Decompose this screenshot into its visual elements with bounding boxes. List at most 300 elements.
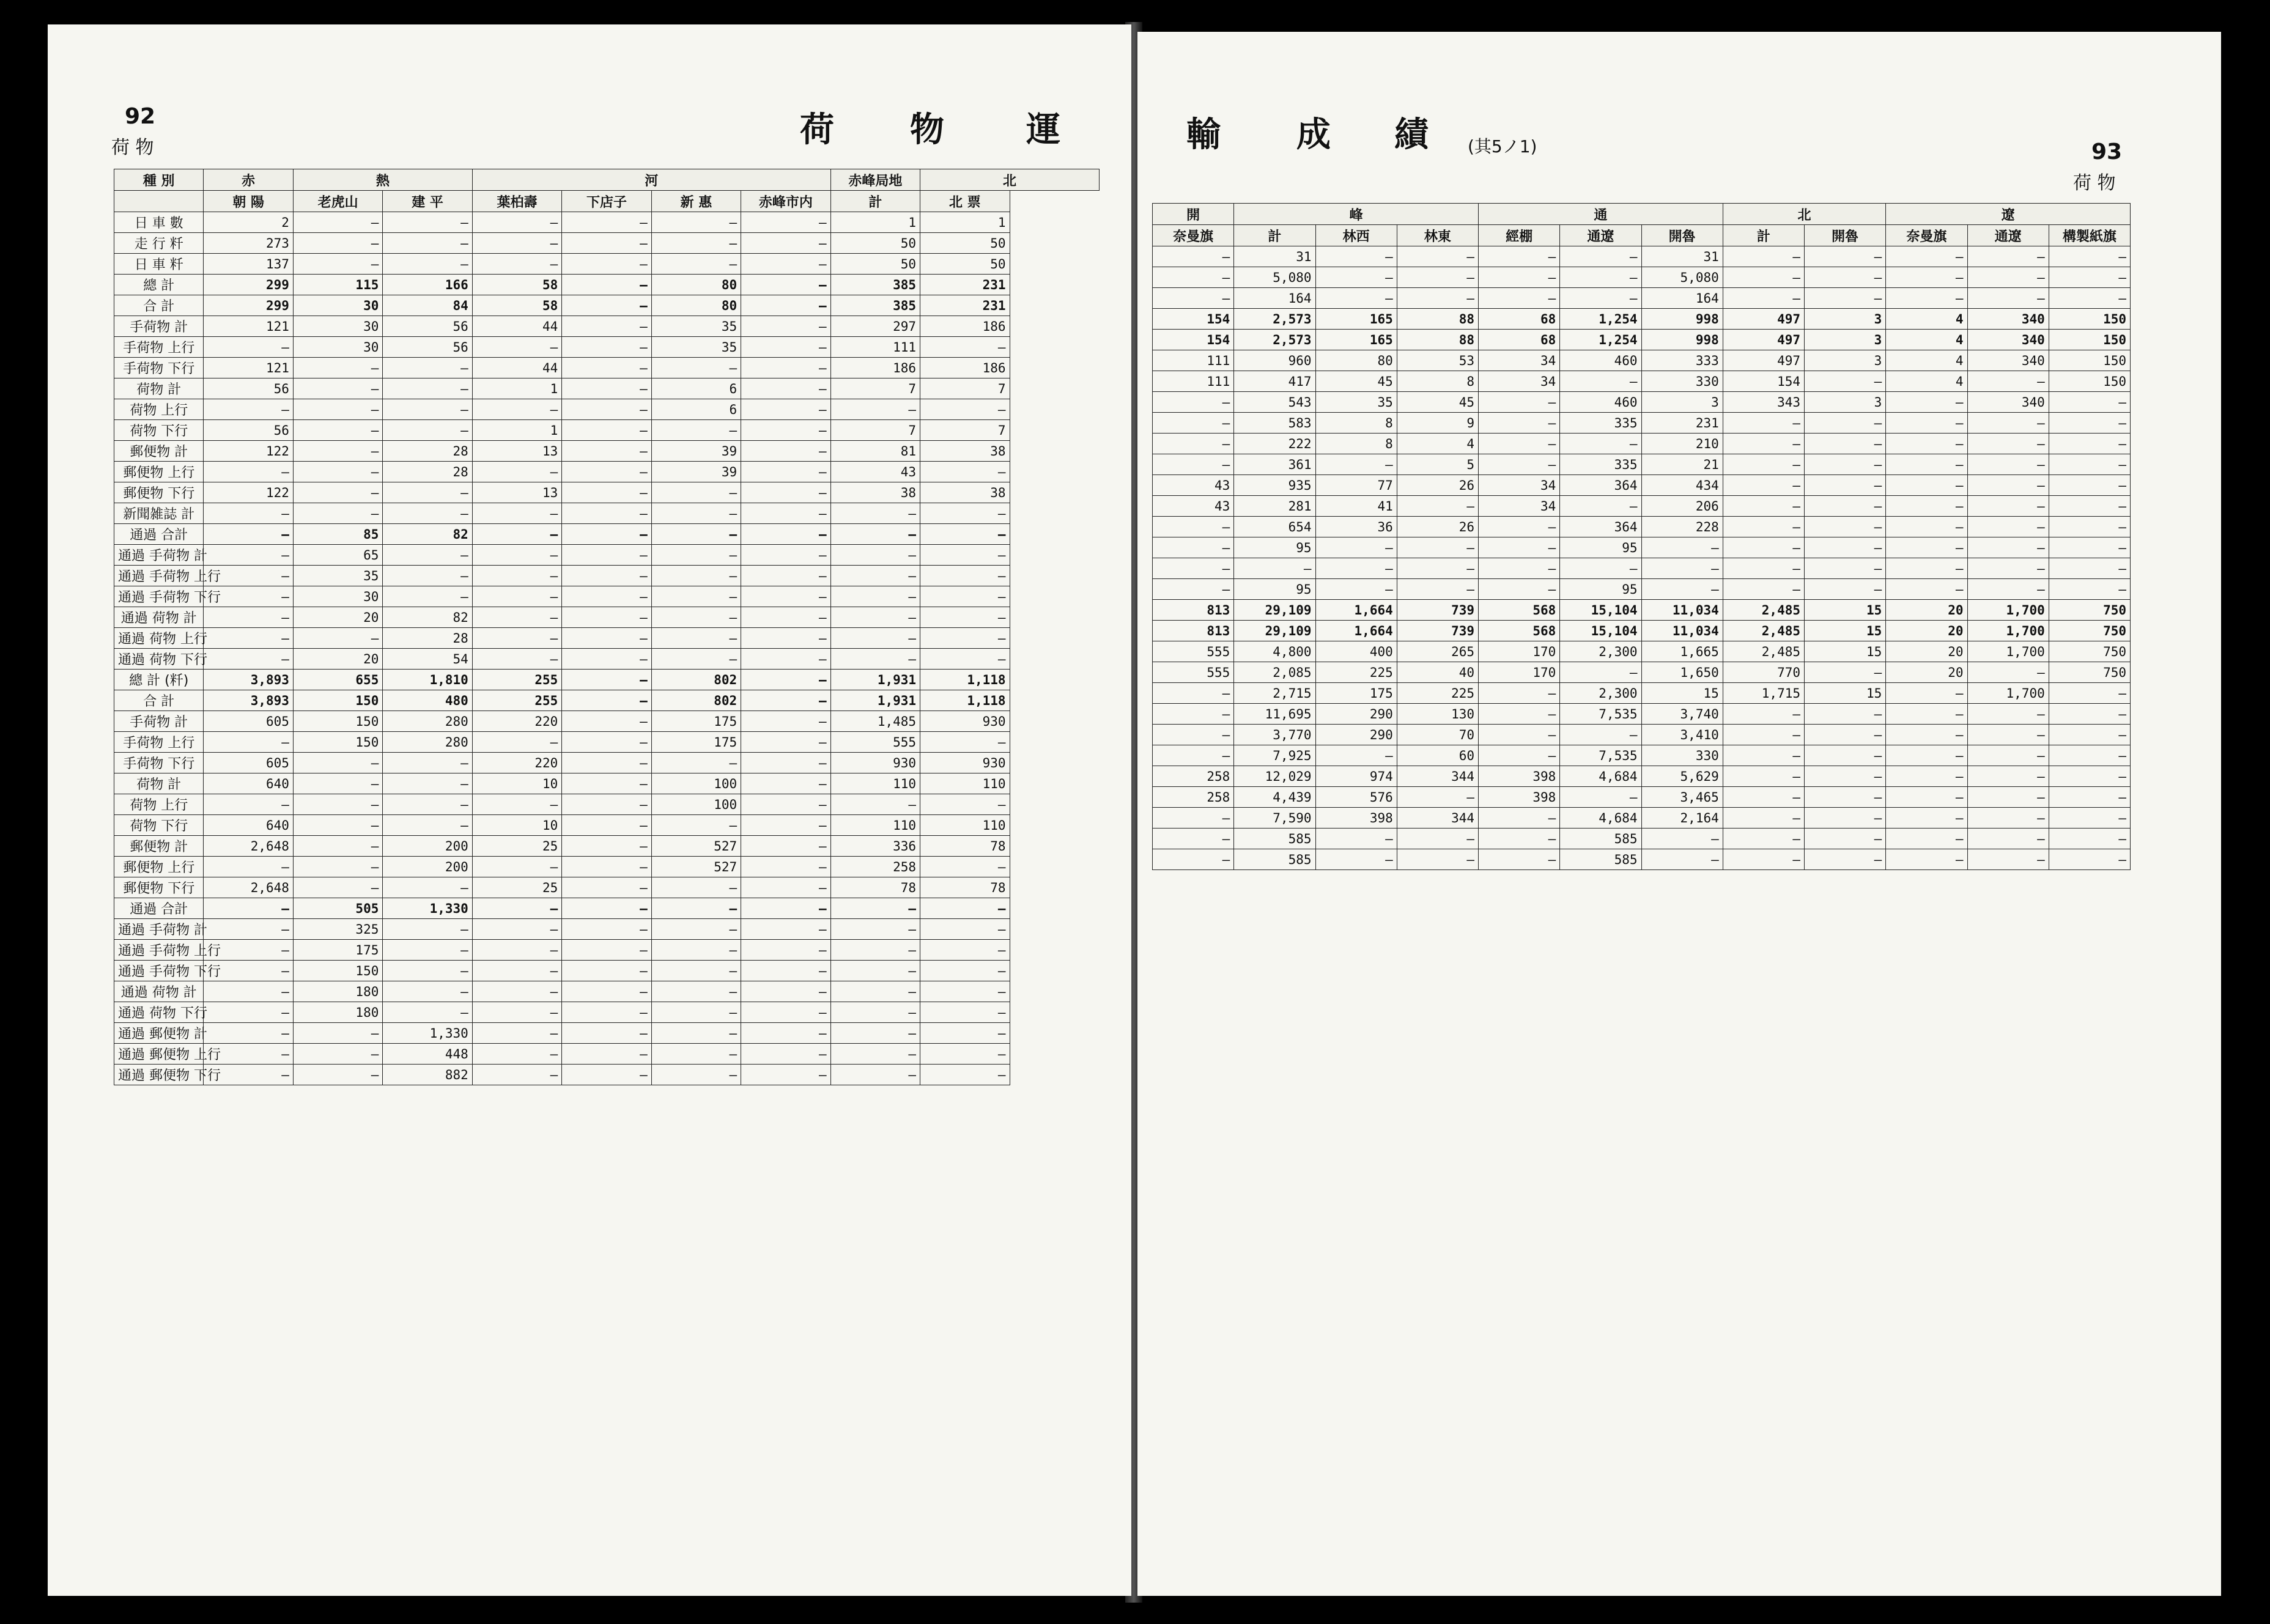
table-row	[1153, 434, 2131, 454]
table-cell: —	[1723, 704, 1804, 725]
table-cell: 95	[1560, 537, 1641, 558]
table-cell: 3,465	[1641, 787, 1723, 808]
table-cell: —	[2049, 392, 2130, 413]
table-cell: 1,700	[1967, 641, 2049, 662]
table-cell: —	[562, 1002, 651, 1023]
table-cell: 50	[830, 254, 920, 275]
table-cell: —	[1723, 434, 1804, 454]
table-cell: —	[204, 545, 293, 566]
table-row	[114, 316, 1100, 337]
table-cell: 605	[204, 711, 293, 732]
table-cell: —	[830, 607, 920, 628]
table-cell: —	[562, 877, 651, 898]
table-cell: 78	[920, 836, 1010, 857]
table-cell: 400	[1315, 641, 1397, 662]
table-cell: 460	[1560, 392, 1641, 413]
row-label: 總 計	[114, 275, 204, 295]
table-cell: —	[293, 1065, 382, 1085]
table-cell: 255	[472, 690, 561, 711]
table-cell: 336	[830, 836, 920, 857]
table-cell: 750	[2049, 662, 2130, 683]
table-cell: —	[741, 794, 830, 815]
table-cell: —	[472, 649, 561, 670]
table-cell: 497	[1723, 330, 1804, 350]
table-cell: 20	[1886, 621, 1967, 641]
table-cell: —	[2049, 725, 2130, 745]
table-cell: 585	[1560, 849, 1641, 870]
title-char: 績	[1394, 115, 1430, 155]
table-cell: 568	[1479, 600, 1560, 621]
table-row	[1153, 662, 2131, 683]
table-cell: —	[651, 815, 741, 836]
table-cell: —	[472, 524, 561, 545]
table-cell: 88	[1397, 309, 1478, 330]
table-cell: 28	[383, 462, 472, 482]
row-label: 通過 郵便物 上行	[114, 1044, 204, 1065]
table-cell: 340	[1967, 330, 2049, 350]
table-cell: —	[830, 1065, 920, 1085]
table-cell: 335	[1560, 413, 1641, 434]
table-cell: 39	[651, 462, 741, 482]
row-label: 荷物 上行	[114, 399, 204, 420]
table-cell: —	[920, 940, 1010, 961]
table-cell: 164	[1234, 288, 1315, 309]
table-cell: —	[920, 898, 1010, 919]
table-cell: —	[1967, 371, 2049, 392]
table-row	[114, 836, 1100, 857]
table-cell: —	[562, 961, 651, 981]
table-cell: —	[1479, 434, 1560, 454]
table-cell: —	[383, 753, 472, 773]
table-cell: 7,535	[1560, 704, 1641, 725]
table-cell: —	[562, 1065, 651, 1085]
table-cell: —	[562, 898, 651, 919]
table-cell: —	[293, 212, 382, 233]
table-cell: 100	[651, 794, 741, 815]
table-cell: 20	[293, 607, 382, 628]
table-cell: 180	[293, 981, 382, 1002]
table-cell: 60	[1397, 745, 1478, 766]
table-cell: 750	[2049, 641, 2130, 662]
table-cell: —	[472, 233, 561, 254]
table-cell: —	[651, 545, 741, 566]
table-cell: —	[1397, 246, 1478, 267]
row-label: 通過 手荷物 下行	[114, 586, 204, 607]
table-row	[1153, 704, 2131, 725]
table-cell: —	[562, 545, 651, 566]
table-cell: 344	[1397, 808, 1478, 829]
row-label: 通過 手荷物 計	[114, 919, 204, 940]
table-cell: 15,104	[1560, 621, 1641, 641]
table-cell: —	[472, 1023, 561, 1044]
table-cell: —	[1967, 475, 2049, 496]
table-cell: 1	[920, 212, 1010, 233]
row-label: 總 計 (粁)	[114, 670, 204, 690]
table-cell: 95	[1560, 579, 1641, 600]
table-cell: —	[204, 1065, 293, 1085]
table-cell: 200	[383, 857, 472, 877]
table-cell: 9	[1397, 413, 1478, 434]
title-char: 運	[1026, 110, 1062, 150]
row-label: 通過 手荷物 上行	[114, 566, 204, 586]
row-label: 通過 手荷物 計	[114, 545, 204, 566]
table-cell: 2,300	[1560, 683, 1641, 704]
table-cell: —	[1886, 413, 1967, 434]
table-cell: —	[562, 981, 651, 1002]
table-row	[114, 981, 1100, 1002]
table-cell: —	[472, 1002, 561, 1023]
table-row	[1153, 496, 2131, 517]
table-cell: 299	[204, 295, 293, 316]
table-cell: 4	[1886, 371, 1967, 392]
table-cell: 29,109	[1234, 621, 1315, 641]
table-cell: 77	[1315, 475, 1397, 496]
table-cell: —	[1153, 683, 1234, 704]
table-cell: —	[2049, 558, 2130, 579]
row-label: 手荷物 下行	[114, 358, 204, 378]
column-header: 建 平	[383, 191, 472, 212]
table-cell: 81	[830, 441, 920, 462]
table-cell: 10	[472, 815, 561, 836]
table-cell: 150	[2049, 330, 2130, 350]
table-row	[114, 586, 1100, 607]
table-cell: —	[562, 337, 651, 358]
table-cell: —	[741, 1065, 830, 1085]
table-cell: 585	[1234, 849, 1315, 870]
table-cell: 340	[1967, 392, 2049, 413]
table-cell: 50	[920, 254, 1010, 275]
table-cell: —	[562, 358, 651, 378]
table-cell: 150	[293, 711, 382, 732]
table-cell: —	[920, 586, 1010, 607]
table-cell: 297	[830, 316, 920, 337]
table-row	[1153, 745, 2131, 766]
table-cell: —	[1397, 558, 1478, 579]
table-cell: —	[741, 482, 830, 503]
table-cell: —	[2049, 475, 2130, 496]
table-cell: —	[472, 919, 561, 940]
table-cell: —	[293, 503, 382, 524]
table-cell: —	[1805, 267, 1886, 288]
table-cell: —	[1479, 579, 1560, 600]
table-cell: —	[293, 836, 382, 857]
table-cell: 802	[651, 690, 741, 711]
table-cell: 111	[830, 337, 920, 358]
table-cell: —	[1479, 392, 1560, 413]
table-cell: 802	[651, 670, 741, 690]
table-cell: —	[562, 607, 651, 628]
row-label: 新聞雑誌 計	[114, 503, 204, 524]
table-cell: 585	[1234, 829, 1315, 849]
table-cell: —	[1967, 704, 2049, 725]
table-cell: —	[1886, 454, 1967, 475]
table-row	[1153, 309, 2131, 330]
table-cell: 882	[383, 1065, 472, 1085]
table-cell: —	[1153, 704, 1234, 725]
table-cell: 31	[1234, 246, 1315, 267]
table-cell: —	[293, 399, 382, 420]
table-cell: 13	[472, 482, 561, 503]
row-label: 日 車 粁	[114, 254, 204, 275]
table-cell: 228	[1641, 517, 1723, 537]
table-cell: —	[1641, 537, 1723, 558]
table-cell: 1,664	[1315, 621, 1397, 641]
table-cell: —	[383, 981, 472, 1002]
table-cell: —	[1479, 413, 1560, 434]
table-cell: —	[562, 462, 651, 482]
table-cell: 1,931	[830, 670, 920, 690]
table-cell: 4	[1886, 350, 1967, 371]
table-cell: 813	[1153, 621, 1234, 641]
table-cell: 4,439	[1234, 787, 1315, 808]
table-cell: —	[741, 566, 830, 586]
table-cell: —	[741, 524, 830, 545]
table-cell: 225	[1397, 683, 1478, 704]
table-cell: —	[1153, 808, 1234, 829]
row-label: 荷物 計	[114, 378, 204, 399]
column-header: 奈曼旗	[1886, 225, 1967, 246]
table-cell: —	[651, 877, 741, 898]
table-cell: 35	[293, 566, 382, 586]
table-cell: 739	[1397, 621, 1478, 641]
table-cell: —	[383, 358, 472, 378]
table-cell: 576	[1315, 787, 1397, 808]
table-cell: —	[1723, 267, 1804, 288]
table-cell: —	[920, 649, 1010, 670]
table-cell: 115	[293, 275, 382, 295]
table-cell: 56	[383, 316, 472, 337]
table-cell: —	[830, 545, 920, 566]
table-cell: —	[562, 566, 651, 586]
table-cell: —	[1967, 267, 2049, 288]
table-cell: 45	[1397, 392, 1478, 413]
table-cell: 280	[383, 711, 472, 732]
table-cell: 26	[1397, 475, 1478, 496]
table-cell: —	[1153, 558, 1234, 579]
table-cell: 364	[1560, 475, 1641, 496]
table-cell: —	[741, 628, 830, 649]
table-cell: —	[1805, 829, 1886, 849]
table-cell: —	[562, 482, 651, 503]
table-row	[114, 940, 1100, 961]
table-row	[114, 399, 1100, 420]
left-ledger-table	[114, 169, 1100, 1085]
table-cell: —	[920, 732, 1010, 753]
table-cell: —	[1641, 579, 1723, 600]
group-header: 開	[1153, 204, 1234, 225]
table-cell: —	[1560, 267, 1641, 288]
table-cell: 30	[293, 337, 382, 358]
table-row	[114, 732, 1100, 753]
table-cell: 82	[383, 524, 472, 545]
table-cell: 111	[1153, 350, 1234, 371]
table-row	[114, 482, 1100, 503]
table-cell: —	[1886, 849, 1967, 870]
table-cell: 281	[1234, 496, 1315, 517]
table-row	[114, 961, 1100, 981]
table-cell: —	[1479, 808, 1560, 829]
table-row	[1153, 787, 2131, 808]
column-header: 計	[1723, 225, 1804, 246]
table-cell: —	[1967, 413, 2049, 434]
table-cell: —	[651, 420, 741, 441]
table-cell: 258	[830, 857, 920, 877]
table-cell: —	[293, 753, 382, 773]
table-cell: —	[830, 898, 920, 919]
table-cell: —	[383, 233, 472, 254]
table-cell: 813	[1153, 600, 1234, 621]
table-cell: —	[741, 670, 830, 690]
table-cell: 150	[2049, 371, 2130, 392]
table-row	[114, 378, 1100, 399]
table-cell: —	[741, 940, 830, 961]
table-cell: 1,931	[830, 690, 920, 711]
row-label: 通過 荷物 計	[114, 981, 204, 1002]
table-cell: 3,893	[204, 670, 293, 690]
table-cell: 258	[1153, 766, 1234, 787]
table-cell: —	[741, 358, 830, 378]
table-cell: 273	[204, 233, 293, 254]
table-cell: —	[1967, 787, 2049, 808]
table-row	[114, 628, 1100, 649]
row-label: 郵便物 計	[114, 441, 204, 462]
table-cell: —	[1886, 808, 1967, 829]
table-cell: 340	[1967, 309, 2049, 330]
table-cell: —	[741, 1002, 830, 1023]
table-cell: —	[651, 503, 741, 524]
table-row	[114, 1044, 1100, 1065]
table-cell: —	[1886, 829, 1967, 849]
table-cell: 10	[472, 773, 561, 794]
table-cell: —	[293, 857, 382, 877]
table-cell: —	[741, 877, 830, 898]
table-cell: 100	[651, 773, 741, 794]
table-cell: —	[1967, 849, 2049, 870]
table-cell: —	[562, 1044, 651, 1065]
table-cell: 164	[1641, 288, 1723, 309]
table-cell: —	[1886, 288, 1967, 309]
column-header: 通遼	[1967, 225, 2049, 246]
table-cell: —	[1805, 434, 1886, 454]
group-header: 赤	[204, 169, 293, 191]
table-cell: —	[920, 961, 1010, 981]
row-label: 荷物 下行	[114, 420, 204, 441]
table-cell: —	[1479, 288, 1560, 309]
table-cell: —	[1967, 662, 2049, 683]
table-cell: —	[562, 212, 651, 233]
table-row	[114, 503, 1100, 524]
table-cell: —	[1560, 725, 1641, 745]
column-header: 赤峰市内	[741, 191, 830, 212]
table-cell: —	[204, 607, 293, 628]
table-cell: —	[1967, 808, 2049, 829]
table-cell: 53	[1397, 350, 1478, 371]
table-cell: 3	[1805, 330, 1886, 350]
table-cell: —	[1886, 537, 1967, 558]
table-cell: —	[1153, 579, 1234, 600]
table-cell: —	[741, 462, 830, 482]
table-cell: —	[741, 898, 830, 919]
table-cell: —	[1967, 246, 2049, 267]
table-cell: 20	[293, 649, 382, 670]
table-cell: 2,715	[1234, 683, 1315, 704]
row-label: 日 車 數	[114, 212, 204, 233]
table-cell: 3	[1641, 392, 1723, 413]
table-cell: —	[1805, 558, 1886, 579]
table-cell: —	[204, 1002, 293, 1023]
group-header: 赤峰局地	[830, 169, 920, 191]
table-cell: —	[562, 420, 651, 441]
row-label: 郵便物 上行	[114, 462, 204, 482]
table-cell: —	[562, 524, 651, 545]
title-char: 輸	[1186, 115, 1222, 155]
table-cell: 750	[2049, 621, 2130, 641]
table-cell: 7,590	[1234, 808, 1315, 829]
table-cell: —	[1967, 725, 2049, 745]
table-cell: —	[920, 503, 1010, 524]
table-cell: 1	[472, 378, 561, 399]
table-cell: 998	[1641, 330, 1723, 350]
table-cell: 4,684	[1560, 766, 1641, 787]
table-cell: 1,700	[1967, 600, 2049, 621]
table-cell: —	[293, 358, 382, 378]
table-cell: —	[1805, 849, 1886, 870]
table-cell: —	[1153, 288, 1234, 309]
table-cell: —	[1805, 537, 1886, 558]
table-cell: 417	[1234, 371, 1315, 392]
table-cell: —	[1886, 745, 1967, 766]
table-cell: 231	[1641, 413, 1723, 434]
table-cell: 31	[1641, 246, 1723, 267]
table-cell: —	[383, 940, 472, 961]
table-cell: 95	[1234, 579, 1315, 600]
row-label: 郵便物 上行	[114, 857, 204, 877]
table-cell: 39	[651, 441, 741, 462]
table-row	[114, 607, 1100, 628]
column-header: 老虎山	[293, 191, 382, 212]
table-cell: —	[562, 316, 651, 337]
table-row	[1153, 579, 2131, 600]
table-cell: 1,715	[1723, 683, 1804, 704]
table-cell: —	[1315, 537, 1397, 558]
table-cell: —	[2049, 267, 2130, 288]
table-cell: —	[1886, 475, 1967, 496]
table-cell: 6	[651, 399, 741, 420]
table-row	[1153, 454, 2131, 475]
table-cell: —	[1967, 517, 2049, 537]
table-cell: 7	[830, 378, 920, 399]
table-cell: —	[2049, 413, 2130, 434]
table-cell: —	[2049, 496, 2130, 517]
table-cell: —	[383, 586, 472, 607]
table-cell: 2,648	[204, 836, 293, 857]
table-cell: —	[1641, 829, 1723, 849]
table-cell: —	[1641, 558, 1723, 579]
table-cell: —	[651, 1065, 741, 1085]
table-cell: —	[1560, 496, 1641, 517]
table-cell: 325	[293, 919, 382, 940]
table-cell: —	[1315, 558, 1397, 579]
table-cell: 527	[651, 836, 741, 857]
table-cell: 770	[1723, 662, 1804, 683]
row-label: 通過 荷物 下行	[114, 1002, 204, 1023]
table-row	[1153, 371, 2131, 392]
table-cell: 150	[293, 732, 382, 753]
table-cell: —	[1153, 517, 1234, 537]
table-cell: —	[651, 586, 741, 607]
column-header: 林西	[1315, 225, 1397, 246]
row-label: 合 計	[114, 295, 204, 316]
